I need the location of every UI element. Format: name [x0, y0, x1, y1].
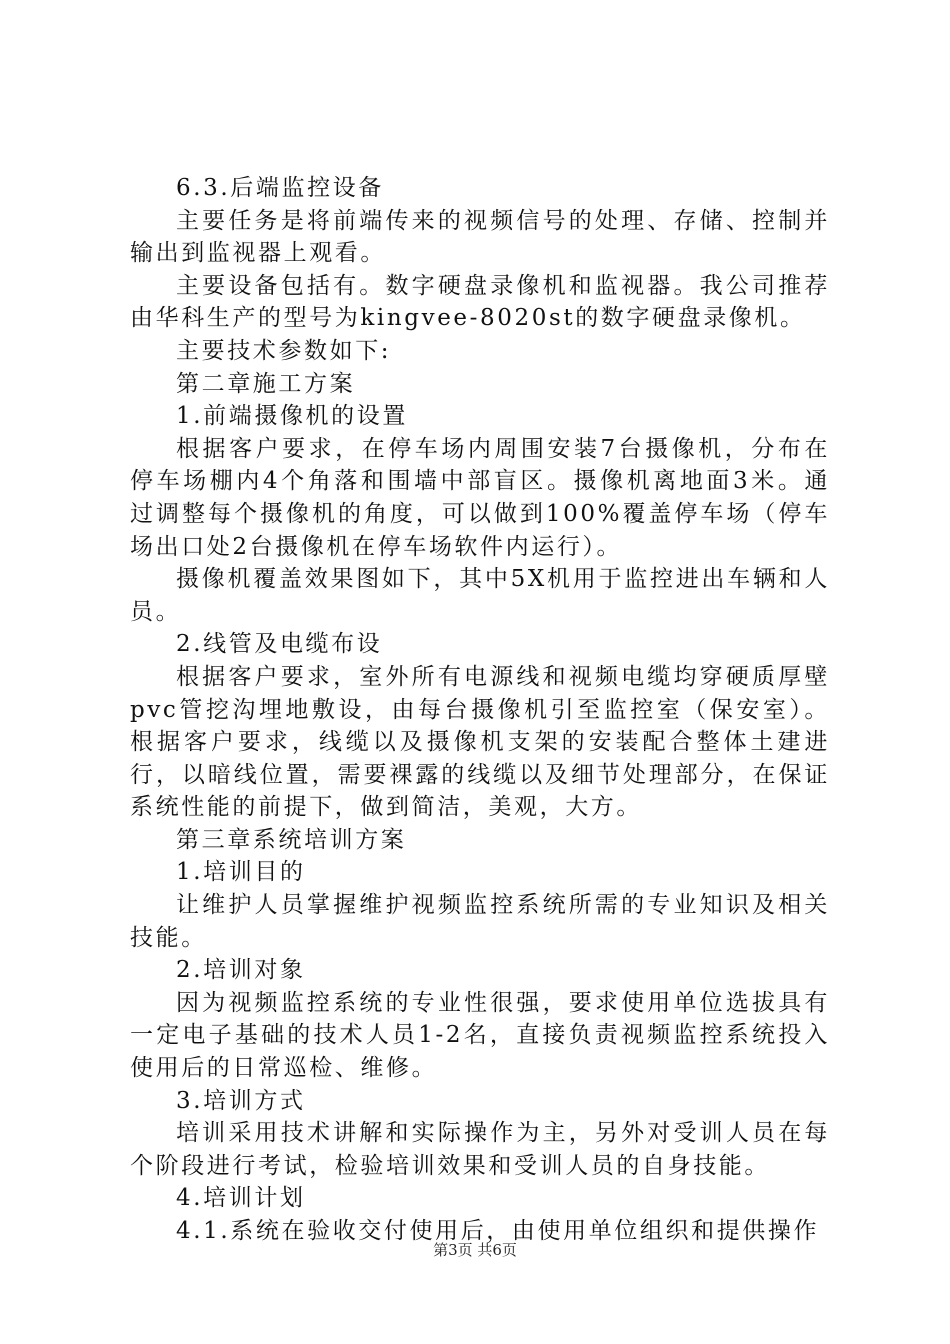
- paragraph-camera-install: 根据客户要求，在停车场内周围安装7台摄像机，分布在停车场棚内4个角落和围墙中部盲区。摄像机离地面3米。通过调整每个摄像机的角度，可以做到100%覆盖停车场（停车场出口处2台摄像机在停车场软件内运行）。: [130, 435, 830, 560]
- heading-6-3: 6.3.后端监控设备: [176, 175, 384, 201]
- page-footer: 第3页 共6页: [433, 1241, 517, 1259]
- paragraph-cabling-details: 根据客户要求，室外所有电源线和视频电缆均穿硬质厚壁pvc管挖沟埋地敷设，由每台摄像机引至监控室（保安室）。根据客户要求，线缆以及摄像机支架的安装配合整体土建进行，以暗线位置，需要裸露的线缆以及细节处理部分，在保证系统性能的前提下，做到简洁，美观，大方。: [130, 663, 830, 821]
- paragraph-training-target: 因为视频监控系统的专业性很强，要求使用单位选拔具有一定电子基础的技术人员1-2名，直接负责视频监控系统投入使用后的日常巡检、维修。: [130, 989, 830, 1082]
- section-conduit-cabling: 2.线管及电缆布设: [176, 631, 383, 658]
- section-front-camera-setup: 1.前端摄像机的设置: [176, 403, 408, 430]
- chapter-2-title: 第二章施工方案: [176, 370, 356, 397]
- paragraph-main-task: 主要任务是将前端传来的视频信号的处理、存储、控制并输出到监视器上观看。: [130, 207, 830, 267]
- paragraph-camera-coverage: 摄像机覆盖效果图如下，其中5X机用于监控进出车辆和人员。: [130, 566, 830, 625]
- paragraph-training-goal: 让维护人员掌握维护视频监控系统所需的专业知识及相关技能。: [130, 892, 830, 951]
- section-training-plan: 4.培训计划: [176, 1185, 306, 1212]
- paragraph-training-plan-4-1: 4.1.系统在验收交付使用后，由使用单位组织和提供操作: [176, 1218, 820, 1244]
- paragraph-tech-params: 主要技术参数如下:: [176, 337, 392, 364]
- section-training-goal: 1.培训目的: [176, 859, 306, 886]
- paragraph-main-equipment: 主要设备包括有。数字硬盘录像机和监视器。我公司推荐由华科生产的型号为kingvee-8020st的数字硬盘录像机。: [130, 272, 830, 332]
- section-training-target: 2.培训对象: [176, 957, 306, 984]
- section-training-method: 3.培训方式: [176, 1087, 306, 1114]
- document-body: [130, 172, 830, 1248]
- chapter-3-title: 第三章系统培训方案: [176, 826, 407, 853]
- paragraph-training-method: 培训采用技术讲解和实际操作为主，另外对受训人员在每个阶段进行考试，检验培训效果和受训人员的自身技能。: [130, 1120, 830, 1179]
